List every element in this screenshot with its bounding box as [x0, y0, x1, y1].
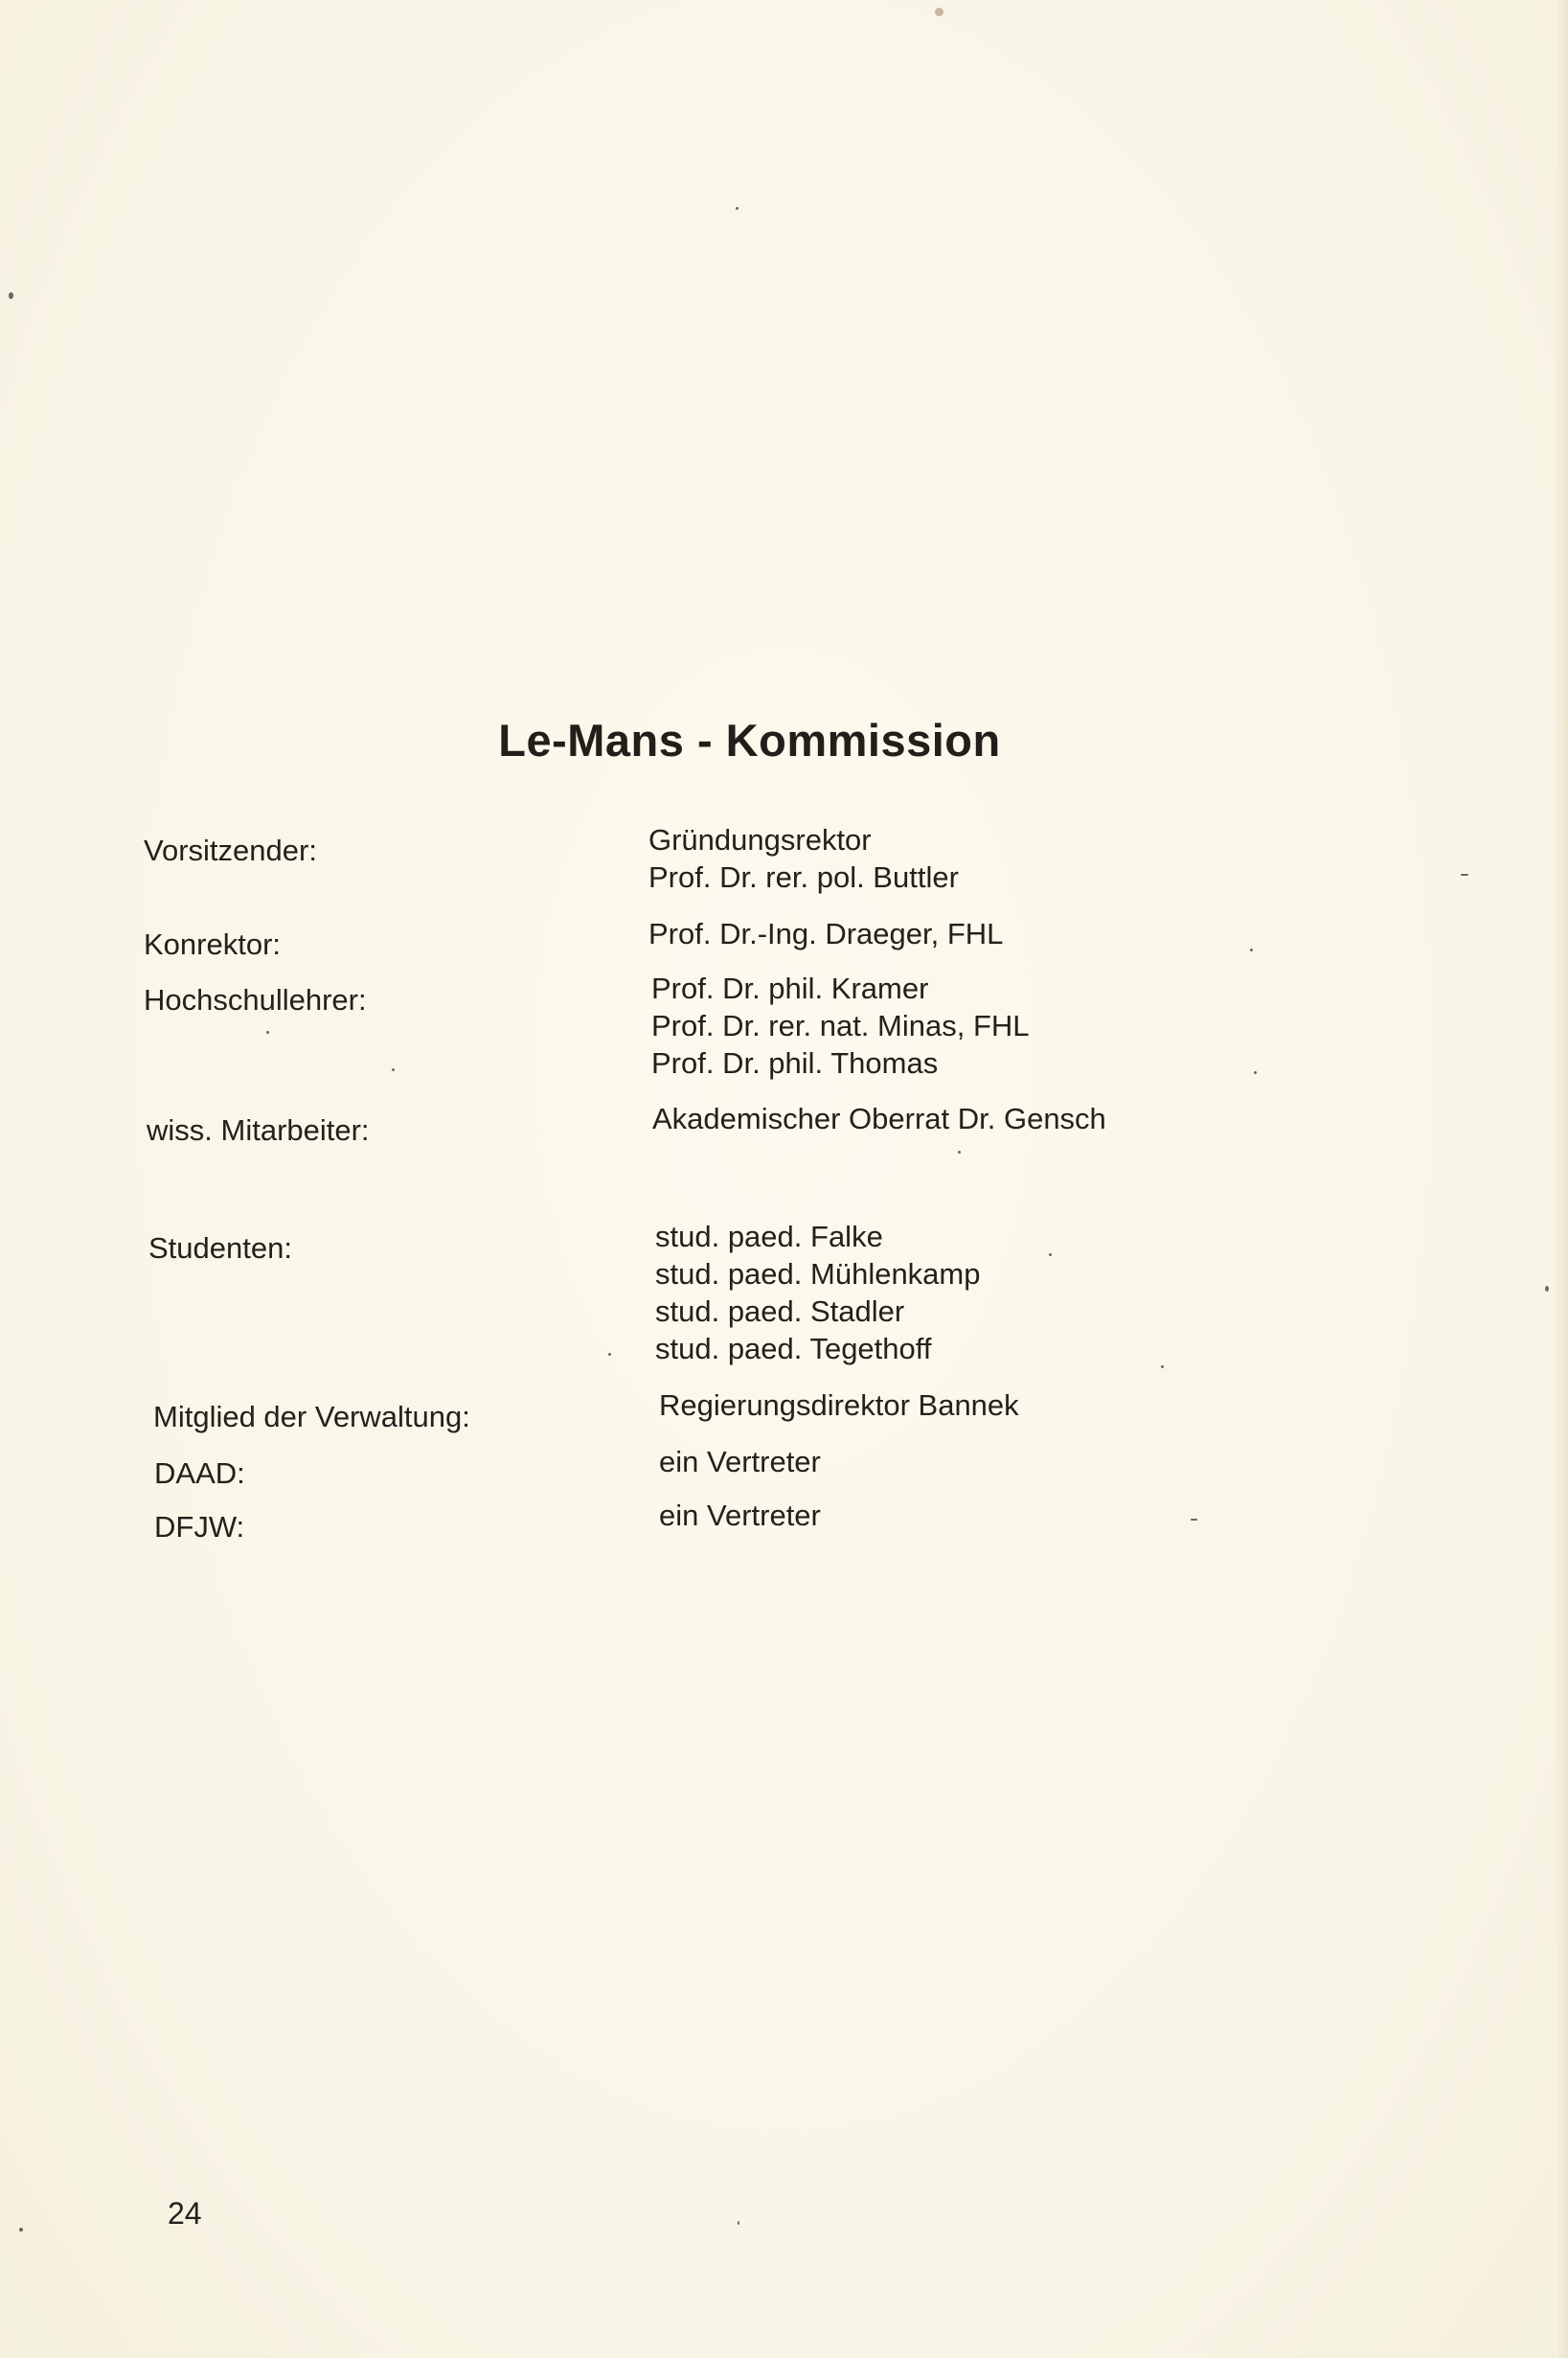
member-role-label: wiss. Mitarbeiter:	[147, 1113, 370, 1147]
member-role-label: Studenten:	[148, 1231, 292, 1265]
member-name: Regierungsdirektor Bannek	[659, 1388, 1019, 1422]
member-names	[651, 970, 1030, 1082]
paper-speck	[392, 1068, 395, 1071]
member-role-label: DFJW:	[154, 1510, 245, 1544]
member-names	[659, 1497, 821, 1534]
member-names	[659, 1443, 821, 1480]
member-role-label: Hochschullehrer:	[144, 983, 367, 1017]
paper-speck	[738, 2221, 739, 2225]
member-name: ein Vertreter	[659, 1499, 821, 1532]
member-role-label: DAAD:	[154, 1456, 245, 1490]
paper-speck	[1461, 874, 1468, 876]
member-names	[655, 1218, 981, 1367]
paper-speck	[9, 292, 13, 299]
paper-speck	[266, 1031, 269, 1034]
member-names	[648, 915, 1003, 952]
paper-speck	[19, 2228, 23, 2232]
member-role-label: Konrektor:	[144, 927, 282, 961]
paper-speck	[736, 207, 739, 210]
page-title: Le-Mans - Kommission	[498, 715, 1001, 766]
member-names	[648, 821, 959, 896]
paper-speck	[935, 8, 943, 16]
paper-speck	[1250, 949, 1253, 951]
page-number: 24	[168, 2196, 202, 2231]
page-edge-shadow	[1555, 0, 1568, 2358]
member-name: Akademischer Oberrat Dr. Gensch	[652, 1102, 1106, 1135]
paper-speck	[1254, 1071, 1257, 1074]
paper-speck	[1545, 1286, 1549, 1292]
paper-speck	[608, 1353, 611, 1356]
paper-speck	[1191, 1519, 1197, 1521]
member-name: Prof. Dr.-Ing. Draeger, FHL	[648, 917, 1004, 950]
member-names	[659, 1386, 1019, 1424]
paper-speck	[1161, 1365, 1164, 1368]
paper-speck	[958, 1151, 961, 1154]
member-name: ein Vertreter	[659, 1445, 821, 1478]
member-names	[652, 1100, 1106, 1137]
member-name: Prof. Dr. rer. pol. Buttler	[648, 860, 959, 894]
member-name: stud. paed. Stadler	[655, 1294, 905, 1328]
member-role-label: Vorsitzender:	[144, 834, 317, 867]
member-name: Gründungsrektor	[648, 823, 872, 857]
member-name: Prof. Dr. rer. nat. Minas, FHL	[651, 1009, 1030, 1042]
member-name: Prof. Dr. phil. Thomas	[651, 1046, 939, 1080]
paper-speck	[1049, 1253, 1052, 1256]
member-name: stud. paed. Mühlenkamp	[655, 1257, 981, 1291]
member-name: Prof. Dr. phil. Kramer	[651, 972, 929, 1005]
member-role-label: Mitglied der Verwaltung:	[153, 1400, 470, 1433]
member-name: stud. paed. Falke	[655, 1220, 883, 1253]
member-name: stud. paed. Tegethoff	[655, 1332, 932, 1365]
